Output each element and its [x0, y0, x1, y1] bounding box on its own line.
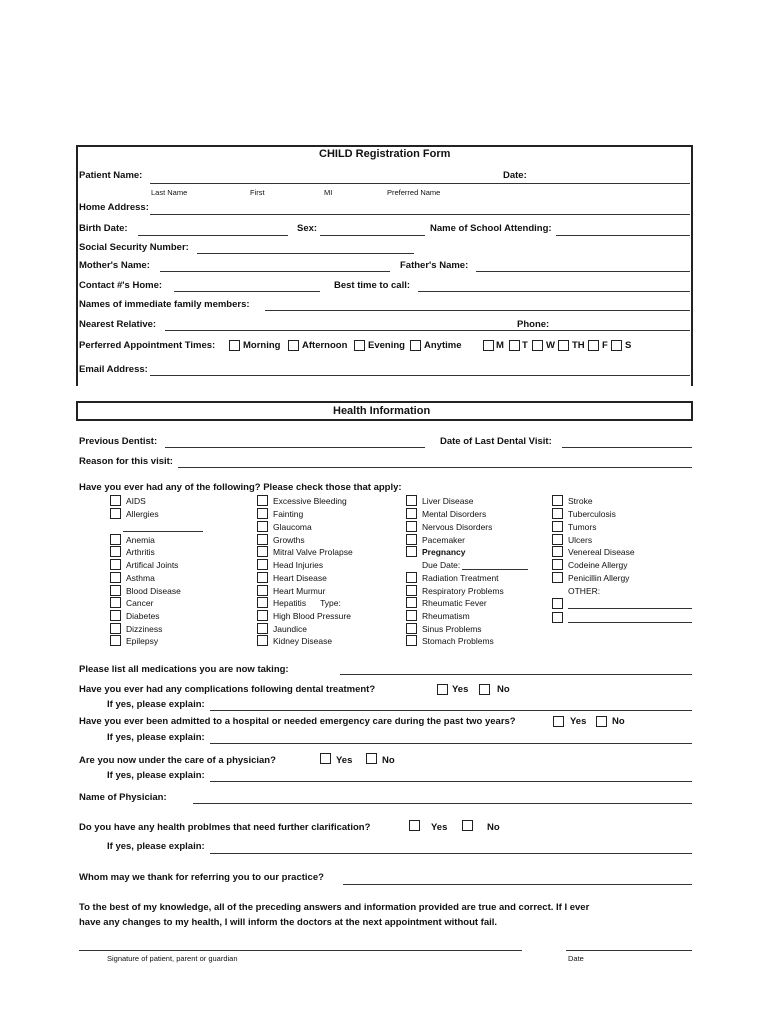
day-w-label: W: [546, 340, 555, 351]
health-title: Health Information: [333, 405, 431, 417]
best-time-label: Best time to call:: [334, 280, 411, 291]
hospital-yes-label: Yes: [570, 716, 587, 727]
complications-no-checkbox[interactable]: [479, 684, 490, 695]
jaundice-checkbox[interactable]: [257, 623, 268, 634]
growths-label: Growths: [273, 535, 305, 545]
email-field[interactable]: [150, 375, 690, 376]
excessive-bleeding-label: Excessive Bleeding: [273, 496, 347, 506]
complications-no-label: No: [497, 684, 510, 695]
patient-name-label: Patient Name:: [79, 170, 143, 181]
high-blood-pressure-label: High Blood Pressure: [273, 611, 351, 621]
evening-label: Evening: [368, 340, 405, 351]
sinus-problems-label: Sinus Problems: [422, 624, 482, 634]
reason-field[interactable]: [178, 467, 692, 468]
sex-label: Sex:: [297, 223, 318, 234]
blood-disease-label: Blood Disease: [126, 586, 181, 596]
hospital-no-checkbox[interactable]: [596, 716, 607, 727]
codeine-allergy-checkbox[interactable]: [552, 559, 563, 570]
heart-disease-label: Heart Disease: [273, 573, 327, 583]
contact-home-field[interactable]: [174, 291, 320, 292]
complications-question: Have you ever had any complications following dental treatment?: [79, 684, 376, 695]
epilepsy-label: Epilepsy: [126, 636, 159, 646]
day-f-checkbox[interactable]: [588, 340, 599, 351]
hepatitis-checkbox[interactable]: [257, 597, 268, 608]
date-label: Date:: [503, 170, 527, 181]
nervous-disorders-checkbox[interactable]: [406, 521, 417, 532]
penicillin-allergy-label: Penicillin Allergy: [568, 573, 630, 583]
preferred-name-caption: Preferred Name: [387, 188, 441, 197]
first-name-caption: First: [250, 188, 265, 197]
clarification-no-label: No: [487, 822, 500, 833]
conditions-prompt: Have you ever had any of the following? Please check those that apply:: [79, 482, 402, 493]
growths-checkbox[interactable]: [257, 534, 268, 545]
home-address-field[interactable]: [150, 214, 690, 215]
glaucoma-label: Glaucoma: [273, 522, 312, 532]
reason-label: Reason for this visit:: [79, 456, 173, 467]
radiation-treatment-checkbox[interactable]: [406, 572, 417, 583]
statement-line-2: have any changes to my health, I will inform the doctors at the next appointment without fail.: [79, 917, 498, 928]
ssn-field[interactable]: [197, 253, 414, 254]
rheumatic-fever-checkbox[interactable]: [406, 597, 417, 608]
diabetes-label: Diabetes: [126, 611, 160, 621]
dizziness-checkbox[interactable]: [110, 623, 121, 634]
asthma-checkbox[interactable]: [110, 572, 121, 583]
last-visit-field[interactable]: [562, 447, 692, 448]
signature-date-field[interactable]: [566, 950, 692, 951]
high-blood-pressure-checkbox[interactable]: [257, 610, 268, 621]
clarification-question: Do you have any health problmes that need further clarification?: [79, 822, 371, 833]
patient-name-field[interactable]: [150, 183, 690, 184]
complications-explain-field[interactable]: [210, 710, 692, 711]
heart-murmur-label: Heart Murmur: [273, 586, 326, 596]
day-m-checkbox[interactable]: [483, 340, 494, 351]
hospital-no-label: No: [612, 716, 625, 727]
contact-home-label: Contact #'s Home:: [79, 280, 163, 291]
fainting-label: Fainting: [273, 509, 304, 519]
other-1-checkbox[interactable]: [552, 598, 563, 609]
dizziness-label: Dizziness: [126, 624, 163, 634]
best-time-field[interactable]: [418, 291, 690, 292]
previous-dentist-field[interactable]: [165, 447, 425, 448]
medications-field[interactable]: [340, 674, 692, 675]
pregnancy-checkbox[interactable]: [406, 546, 417, 557]
physician-yes-label: Yes: [336, 755, 353, 766]
jaundice-label: Jaundice: [273, 624, 308, 634]
diabetes-checkbox[interactable]: [110, 610, 121, 621]
evening-checkbox[interactable]: [354, 340, 365, 351]
physician-name-label: Name of Physician:: [79, 792, 167, 803]
tuberculosis-checkbox[interactable]: [552, 508, 563, 519]
clarification-explain-label: If yes, please explain:: [107, 841, 205, 852]
stomach-problems-label: Stomach Problems: [422, 636, 494, 646]
birth-date-label: Birth Date:: [79, 223, 128, 234]
nearest-relative-field[interactable]: [165, 330, 690, 331]
kidney-disease-label: Kidney Disease: [273, 636, 333, 646]
family-members-field[interactable]: [265, 310, 690, 311]
mental-disorders-checkbox[interactable]: [406, 508, 417, 519]
afternoon-checkbox[interactable]: [288, 340, 299, 351]
rheumatism-checkbox[interactable]: [406, 610, 417, 621]
allergies-label: Allergies: [126, 509, 159, 519]
other-2-field[interactable]: [568, 622, 692, 623]
fainting-checkbox[interactable]: [257, 508, 268, 519]
epilepsy-checkbox[interactable]: [110, 635, 121, 646]
excessive-bleeding-checkbox[interactable]: [257, 495, 268, 506]
tumors-checkbox[interactable]: [552, 521, 563, 532]
physician-care-question: Are you now under the care of a physician?: [79, 755, 276, 766]
allergies-detail-field[interactable]: [123, 531, 203, 532]
day-th-label: TH: [572, 340, 585, 351]
appointment-times-label: Perferred Appointment Times:: [79, 340, 216, 351]
clarification-yes-checkbox[interactable]: [409, 820, 420, 831]
asthma-label: Asthma: [126, 573, 155, 583]
day-f-label: F: [602, 340, 608, 351]
nervous-disorders-label: Nervous Disorders: [422, 522, 493, 532]
anemia-checkbox[interactable]: [110, 534, 121, 545]
mitral-valve-prolapse-label: Mitral Valve Prolapse: [273, 547, 353, 557]
physician-explain-field[interactable]: [210, 781, 692, 782]
due-date-field[interactable]: [462, 569, 528, 570]
registration-title: CHILD Registration Form: [319, 148, 451, 160]
phone-label: Phone:: [517, 319, 550, 330]
mitral-valve-prolapse-checkbox[interactable]: [257, 546, 268, 557]
morning-checkbox[interactable]: [229, 340, 240, 351]
artifical-joints-label: Artifical Joints: [126, 560, 179, 570]
kidney-disease-checkbox[interactable]: [257, 635, 268, 646]
previous-dentist-label: Previous Dentist:: [79, 436, 158, 447]
physician-yes-checkbox[interactable]: [320, 753, 331, 764]
anytime-label: Anytime: [424, 340, 462, 351]
arthritis-label: Arthritis: [126, 547, 155, 557]
cancer-checkbox[interactable]: [110, 597, 121, 608]
codeine-allergy-label: Codeine Allergy: [568, 560, 628, 570]
morning-label: Morning: [243, 340, 281, 351]
due-date-label: Due Date:: [422, 560, 461, 570]
liver-disease-label: Liver Disease: [422, 496, 474, 506]
physician-explain-label: If yes, please explain:: [107, 770, 205, 781]
cancer-label: Cancer: [126, 598, 154, 608]
heart-murmur-checkbox[interactable]: [257, 585, 268, 596]
home-address-label: Home Address:: [79, 202, 149, 213]
allergies-checkbox[interactable]: [110, 508, 121, 519]
ssn-label: Social Security Number:: [79, 242, 189, 253]
ulcers-checkbox[interactable]: [552, 534, 563, 545]
email-label: Email Address:: [79, 364, 148, 375]
mi-caption: MI: [324, 188, 333, 197]
physician-no-label: No: [382, 755, 395, 766]
respiratory-problems-checkbox[interactable]: [406, 585, 417, 596]
blood-disease-checkbox[interactable]: [110, 585, 121, 596]
sinus-problems-checkbox[interactable]: [406, 623, 417, 634]
pacemaker-label: Pacemaker: [422, 535, 465, 545]
stroke-label: Stroke: [568, 496, 593, 506]
artifical-joints-checkbox[interactable]: [110, 559, 121, 570]
liver-disease-checkbox[interactable]: [406, 495, 417, 506]
respiratory-problems-label: Respiratory Problems: [422, 586, 504, 596]
anytime-checkbox[interactable]: [410, 340, 421, 351]
last-visit-label: Date of Last Dental Visit:: [440, 436, 552, 447]
family-members-label: Names of immediate family members:: [79, 299, 250, 310]
last-name-caption: Last Name: [151, 188, 188, 197]
stroke-checkbox[interactable]: [552, 495, 563, 506]
physician-no-checkbox[interactable]: [366, 753, 377, 764]
other-2-checkbox[interactable]: [552, 612, 563, 623]
pacemaker-checkbox[interactable]: [406, 534, 417, 545]
afternoon-label: Afternoon: [302, 340, 348, 351]
signature-date-caption: Date: [568, 954, 584, 963]
sex-field[interactable]: [320, 235, 425, 236]
mother-name-field[interactable]: [160, 271, 390, 272]
school-label: Name of School Attending:: [430, 223, 552, 234]
complications-yes-label: Yes: [452, 684, 469, 695]
radiation-treatment-label: Radiation Treatment: [422, 573, 499, 583]
clarification-no-checkbox[interactable]: [462, 820, 473, 831]
nearest-relative-label: Nearest Relative:: [79, 319, 157, 330]
arthritis-checkbox[interactable]: [110, 546, 121, 557]
day-w-checkbox[interactable]: [532, 340, 543, 351]
father-name-field[interactable]: [476, 271, 690, 272]
clarification-yes-label: Yes: [431, 822, 448, 833]
mother-name-label: Mother's Name:: [79, 260, 150, 271]
heart-disease-checkbox[interactable]: [257, 572, 268, 583]
father-name-label: Father's Name:: [400, 260, 469, 271]
hospital-yes-checkbox[interactable]: [553, 716, 564, 727]
complications-explain-label: If yes, please explain:: [107, 699, 205, 710]
other-label: OTHER:: [568, 586, 601, 596]
referral-field[interactable]: [343, 884, 692, 885]
mental-disorders-label: Mental Disorders: [422, 509, 487, 519]
day-s-checkbox[interactable]: [611, 340, 622, 351]
clarification-explain-field[interactable]: [210, 853, 692, 854]
other-1-field[interactable]: [568, 608, 692, 609]
rheumatic-fever-label: Rheumatic Fever: [422, 598, 487, 608]
statement-line-1: To the best of my knowledge, all of the preceding answers and information provided are true and correct. If I ever: [79, 902, 590, 913]
physician-name-field[interactable]: [193, 803, 692, 804]
day-th-checkbox[interactable]: [558, 340, 569, 351]
venereal-disease-checkbox[interactable]: [552, 546, 563, 557]
signature-caption: Signature of patient, parent or guardian: [107, 954, 238, 963]
tumors-label: Tumors: [568, 522, 597, 532]
penicillin-allergy-checkbox[interactable]: [552, 572, 563, 583]
stomach-problems-checkbox[interactable]: [406, 635, 417, 646]
referral-question: Whom may we thank for referring you to our practice?: [79, 872, 324, 883]
complications-yes-checkbox[interactable]: [437, 684, 448, 695]
day-t-checkbox[interactable]: [509, 340, 520, 351]
signature-field[interactable]: [79, 950, 522, 951]
hospital-explain-label: If yes, please explain:: [107, 732, 205, 743]
aids-checkbox[interactable]: [110, 495, 121, 506]
hospital-explain-field[interactable]: [210, 743, 692, 744]
head-injuries-checkbox[interactable]: [257, 559, 268, 570]
birth-date-field[interactable]: [138, 235, 288, 236]
school-field[interactable]: [556, 235, 690, 236]
day-m-label: M: [496, 340, 504, 351]
tuberculosis-label: Tuberculosis: [568, 509, 616, 519]
hospital-question: Have you ever been admitted to a hospital or needed emergency care during the past two years?: [79, 716, 516, 727]
head-injuries-label: Head Injuries: [273, 560, 324, 570]
day-s-label: S: [625, 340, 632, 351]
medications-label: Please list all medications you are now taking:: [79, 664, 289, 675]
ulcers-label: Ulcers: [568, 535, 593, 545]
pregnancy-label: Pregnancy: [422, 547, 466, 557]
glaucoma-checkbox[interactable]: [257, 521, 268, 532]
anemia-label: Anemia: [126, 535, 155, 545]
day-t-label: T: [522, 340, 528, 351]
hepatitis-label: Hepatitis Type:: [273, 598, 341, 608]
rheumatism-label: Rheumatism: [422, 611, 470, 621]
aids-label: AIDS: [126, 496, 146, 506]
venereal-disease-label: Venereal Disease: [568, 547, 635, 557]
